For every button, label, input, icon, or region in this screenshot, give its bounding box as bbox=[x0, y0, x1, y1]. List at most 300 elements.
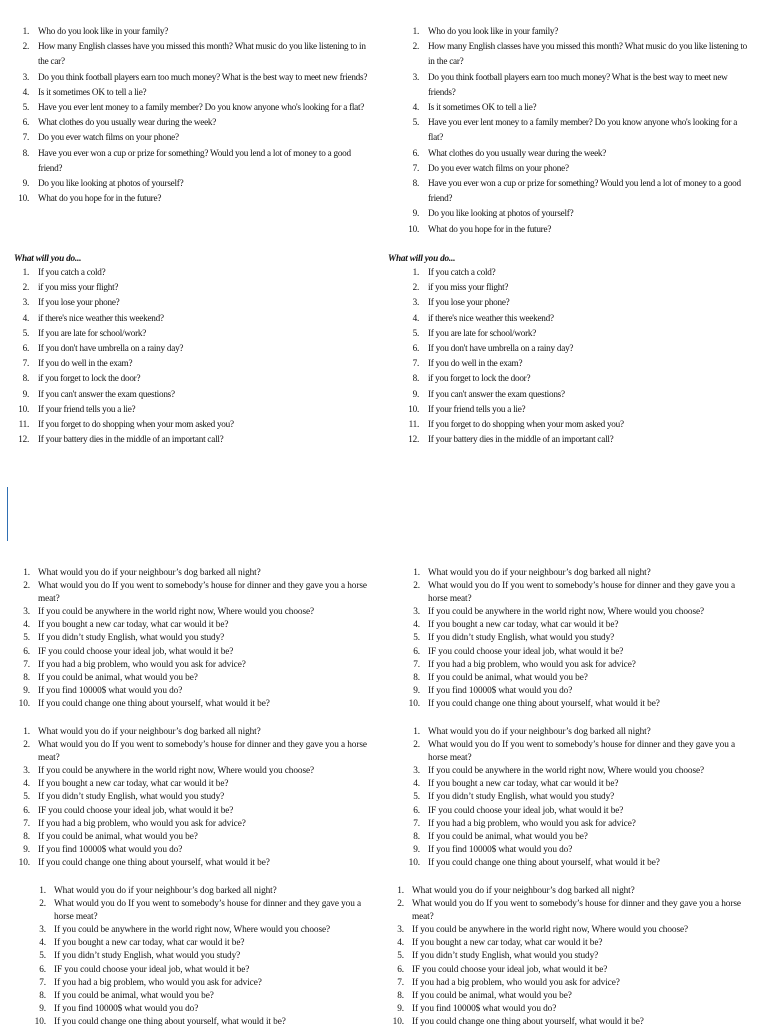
list-item bbox=[398, 146, 750, 161]
list-item-text: If you bought a new car today, what car would it be? bbox=[412, 938, 603, 949]
list-item-number: 5. bbox=[412, 117, 419, 128]
list-item bbox=[398, 659, 750, 672]
list-item-number: 10. bbox=[392, 1016, 404, 1027]
list-item bbox=[398, 432, 750, 447]
list-item bbox=[398, 567, 750, 580]
list-item bbox=[382, 1003, 752, 1016]
list-item bbox=[398, 280, 750, 295]
list-item bbox=[8, 85, 374, 100]
list-item-text: If you are late for school/work? bbox=[428, 327, 537, 338]
list-item-text: Is it sometimes OK to tell a lie? bbox=[428, 102, 537, 113]
list-item-number: 2. bbox=[412, 41, 419, 52]
list-item-number: 3. bbox=[413, 766, 420, 777]
list-item-number: 9. bbox=[22, 178, 29, 189]
list-item-number: 4. bbox=[397, 938, 404, 949]
list-item-text: Have you ever lent money to a family member? Do you know anyone who's looking for a flat? bbox=[38, 102, 365, 113]
list-item-number: 5. bbox=[413, 633, 420, 644]
list-item-text: If you didn’t study English, what would you study? bbox=[412, 951, 599, 962]
list-item-number: 1. bbox=[412, 267, 419, 277]
list-item bbox=[8, 295, 374, 310]
list-item-text: If you could be anywhere in the world right now, Where would you choose? bbox=[412, 925, 689, 936]
list-item-number: 6. bbox=[22, 343, 29, 354]
list-item-number: 8. bbox=[22, 373, 29, 384]
list-item bbox=[8, 371, 374, 386]
list-item-number: 7. bbox=[412, 162, 419, 173]
list-item-number: 2. bbox=[39, 899, 46, 910]
list-item bbox=[398, 685, 750, 698]
list-item-text: If you could be animal, what would you be? bbox=[38, 672, 198, 683]
list-item-text: If you do well in the exam? bbox=[428, 358, 523, 369]
list-item-number: 5. bbox=[22, 102, 29, 113]
list-item-text: If your friend tells you a lie? bbox=[428, 403, 526, 414]
list-item-number: 5. bbox=[39, 951, 46, 962]
list-item-text: IF you could choose your ideal job, what would it be? bbox=[38, 646, 234, 657]
list-item bbox=[8, 818, 380, 831]
list-item bbox=[8, 672, 380, 685]
list-item bbox=[8, 191, 374, 206]
question-list-c-1-left bbox=[8, 567, 380, 711]
list-item-number: 8. bbox=[23, 672, 30, 683]
list-item-number: 8. bbox=[413, 831, 420, 842]
list-item-number: 2. bbox=[22, 282, 29, 293]
list-item-text: If you could change one thing about yourself, what would it be? bbox=[54, 1016, 286, 1027]
list-item-text: What would you do if your neighbour’s dog barked all night? bbox=[412, 886, 635, 896]
list-item-number: 10. bbox=[408, 698, 420, 709]
list-item-number: 8. bbox=[39, 990, 46, 1001]
list-item-text: Who do you look like in your family? bbox=[428, 26, 559, 36]
question-list-b-right bbox=[398, 265, 750, 447]
list-item-number: 12. bbox=[408, 434, 419, 445]
list-item-text: If you are late for school/work? bbox=[38, 327, 147, 338]
list-item-number: 8. bbox=[22, 147, 29, 158]
list-item-number: 6. bbox=[23, 646, 30, 657]
list-item bbox=[382, 990, 752, 1003]
list-item-text: If you didn’t study English, what would you study? bbox=[428, 792, 615, 803]
list-item bbox=[8, 265, 374, 280]
list-item-text: If you bought a new car today, what car would it be? bbox=[38, 620, 229, 631]
list-item bbox=[8, 402, 374, 417]
list-item-text: If you had a big problem, who would you ask for advice? bbox=[428, 818, 636, 829]
list-item-text: Do you think football players earn too much money? What is the best way to meet new friends? bbox=[428, 71, 728, 97]
list-item-number: 7. bbox=[22, 132, 29, 143]
list-item-text: If you don't have umbrella on a rainy day? bbox=[38, 343, 184, 354]
list-item bbox=[8, 567, 380, 580]
list-item-text: What would you do If you went to somebody’s house for dinner and they gave you a horse meat? bbox=[428, 740, 735, 764]
list-item-number: 9. bbox=[22, 388, 29, 399]
question-list-b-left bbox=[8, 265, 374, 447]
list-item-number: 1. bbox=[413, 568, 420, 578]
list-item-number: 4. bbox=[39, 938, 46, 949]
list-item-text: If you do well in the exam? bbox=[38, 358, 133, 369]
list-item-text: If you bought a new car today, what car would it be? bbox=[428, 620, 619, 631]
list-item bbox=[382, 898, 752, 924]
list-item-number: 9. bbox=[397, 1003, 404, 1014]
list-item-text: What would you do If you went to somebody’s house for dinner and they gave you a horse meat? bbox=[38, 740, 367, 764]
list-item-number: 1. bbox=[412, 26, 419, 36]
list-item-text: if you miss your flight? bbox=[38, 282, 119, 293]
list-item-text: If your battery dies in the middle of an important call? bbox=[428, 434, 614, 445]
list-item bbox=[8, 619, 380, 632]
list-item bbox=[398, 805, 750, 818]
list-item-number: 9. bbox=[23, 844, 30, 855]
list-item-text: Do you ever watch films on your phone? bbox=[428, 162, 569, 173]
list-item-text: If you bought a new car today, what car would it be? bbox=[38, 779, 229, 790]
text-cursor bbox=[7, 487, 8, 541]
list-item bbox=[398, 100, 750, 115]
list-item-number: 3. bbox=[413, 607, 420, 618]
list-item-number: 2. bbox=[413, 581, 420, 592]
list-item bbox=[8, 646, 380, 659]
list-item-text: How many English classes have you missed this month? What music do you like listening to in the car? bbox=[38, 41, 366, 67]
list-item bbox=[8, 417, 374, 432]
list-item-text: if you miss your flight? bbox=[428, 282, 509, 293]
list-item-text: If you didn’t study English, what would you study? bbox=[38, 633, 225, 644]
list-item-number: 5. bbox=[413, 792, 420, 803]
list-item-text: If you could be animal, what would you be? bbox=[412, 990, 572, 1001]
list-item bbox=[8, 606, 380, 619]
list-item-text: If you find 10000$ what would you do? bbox=[412, 1003, 557, 1014]
list-item-number: 11. bbox=[408, 419, 419, 430]
list-item-number: 3. bbox=[22, 297, 29, 308]
list-item-text: If you don't have umbrella on a rainy day? bbox=[428, 343, 574, 354]
list-item bbox=[24, 964, 380, 977]
list-item-number: 7. bbox=[23, 659, 30, 670]
list-item-number: 6. bbox=[397, 964, 404, 975]
list-item-text: Do you ever watch films on your phone? bbox=[38, 132, 179, 143]
list-item-number: 3. bbox=[39, 925, 46, 936]
list-item-number: 7. bbox=[22, 358, 29, 369]
list-item bbox=[398, 417, 750, 432]
list-item-number: 5. bbox=[23, 633, 30, 644]
list-item bbox=[382, 950, 752, 963]
list-item-text: If you had a big problem, who would you ask for advice? bbox=[38, 659, 246, 670]
list-item bbox=[398, 70, 750, 100]
list-item-number: 1. bbox=[23, 568, 30, 578]
list-item-text: Do you like looking at photos of yourself? bbox=[38, 178, 184, 189]
list-item bbox=[398, 24, 750, 39]
list-item bbox=[8, 726, 380, 739]
list-item-text: If your battery dies in the middle of an important call? bbox=[38, 434, 224, 445]
list-item bbox=[8, 432, 374, 447]
list-item-text: If you forget to do shopping when your mom asked you? bbox=[428, 419, 624, 430]
list-item bbox=[398, 115, 750, 145]
list-item-text: Who do you look like in your family? bbox=[38, 26, 169, 36]
list-item bbox=[8, 341, 374, 356]
list-item-number: 6. bbox=[22, 117, 29, 128]
list-item-number: 6. bbox=[412, 343, 419, 354]
list-item-number: 3. bbox=[23, 766, 30, 777]
list-item bbox=[398, 857, 750, 870]
list-item bbox=[8, 580, 380, 606]
list-item bbox=[398, 176, 750, 206]
list-item-number: 9. bbox=[412, 388, 419, 399]
list-item bbox=[398, 726, 750, 739]
list-item bbox=[398, 606, 750, 619]
list-item-text: IF you could choose your ideal job, what would it be? bbox=[412, 964, 608, 975]
list-item-number: 7. bbox=[413, 818, 420, 829]
list-item bbox=[398, 402, 750, 417]
list-item bbox=[398, 39, 750, 69]
list-item bbox=[398, 311, 750, 326]
list-item-number: 2. bbox=[23, 581, 30, 592]
list-item-number: 4. bbox=[413, 620, 420, 631]
question-list-c-2-left bbox=[8, 726, 380, 870]
question-list-a-right bbox=[398, 24, 750, 237]
list-item-text: If your friend tells you a lie? bbox=[38, 403, 136, 414]
list-item-number: 7. bbox=[23, 818, 30, 829]
list-item bbox=[8, 39, 374, 69]
list-item bbox=[382, 885, 752, 898]
list-item-number: 9. bbox=[23, 685, 30, 696]
list-item-number: 10. bbox=[18, 857, 30, 868]
list-item bbox=[8, 844, 380, 857]
list-item-number: 10. bbox=[18, 403, 29, 414]
list-item-text: If you could be anywhere in the world right now, Where would you choose? bbox=[38, 766, 315, 777]
list-item-number: 8. bbox=[412, 373, 419, 384]
list-item-text: if there's nice weather this weekend? bbox=[38, 312, 164, 323]
list-item-text: If you could change one thing about yourself, what would it be? bbox=[428, 698, 660, 709]
list-item-text: What clothes do you usually wear during the week? bbox=[428, 147, 607, 158]
list-item-text: What would you do if your neighbour’s dog barked all night? bbox=[38, 727, 261, 737]
question-list-a-left bbox=[8, 24, 374, 206]
list-item bbox=[8, 311, 374, 326]
list-item bbox=[382, 977, 752, 990]
list-item-text: How many English classes have you missed this month? What music do you like listening to in the car? bbox=[428, 41, 748, 67]
list-item-text: What do you hope for in the future? bbox=[38, 193, 162, 204]
list-item-text: If you forget to do shopping when your mom asked you? bbox=[38, 419, 234, 430]
section-heading-left: What will you do... bbox=[14, 253, 82, 263]
list-item-text: If you could be animal, what would you be? bbox=[38, 831, 198, 842]
list-item-number: 10. bbox=[408, 857, 420, 868]
list-item-number: 10. bbox=[18, 193, 29, 204]
list-item bbox=[398, 356, 750, 371]
list-item-number: 10. bbox=[34, 1016, 46, 1027]
list-item-text: Have you ever lent money to a family member? Do you know anyone who's looking for a flat? bbox=[428, 117, 738, 143]
list-item-number: 3. bbox=[22, 71, 29, 82]
list-item bbox=[24, 1003, 380, 1016]
list-item-number: 4. bbox=[22, 312, 29, 323]
list-item bbox=[398, 739, 750, 765]
list-item-text: Do you like looking at photos of yourself? bbox=[428, 208, 574, 219]
list-item-text: What would you do If you went to somebody’s house for dinner and they gave you a horse meat? bbox=[38, 581, 367, 605]
list-item bbox=[398, 672, 750, 685]
list-item-text: What do you hope for in the future? bbox=[428, 223, 552, 234]
list-item-number: 1. bbox=[23, 727, 30, 737]
list-item-number: 6. bbox=[23, 805, 30, 816]
list-item-number: 9. bbox=[413, 685, 420, 696]
list-item-number: 7. bbox=[397, 977, 404, 988]
list-item-number: 9. bbox=[413, 844, 420, 855]
list-item bbox=[8, 791, 380, 804]
list-item bbox=[398, 161, 750, 176]
list-item-number: 8. bbox=[413, 672, 420, 683]
list-item-number: 6. bbox=[413, 805, 420, 816]
list-item-text: If you didn’t study English, what would you study? bbox=[54, 951, 241, 962]
list-item-number: 2. bbox=[23, 740, 30, 751]
list-item-number: 4. bbox=[412, 312, 419, 323]
list-item-number: 10. bbox=[408, 223, 419, 234]
list-item-text: IF you could choose your ideal job, what would it be? bbox=[54, 964, 250, 975]
list-item bbox=[24, 924, 380, 937]
list-item-number: 5. bbox=[397, 951, 404, 962]
list-item-number: 8. bbox=[23, 831, 30, 842]
list-item-text: If you can't answer the exam questions? bbox=[38, 388, 175, 399]
list-item bbox=[8, 115, 374, 130]
list-item bbox=[8, 765, 380, 778]
list-item bbox=[24, 990, 380, 1003]
list-item-text: If you didn’t study English, what would you study? bbox=[38, 792, 225, 803]
list-item-number: 7. bbox=[412, 358, 419, 369]
list-item-text: If you had a big problem, who would you ask for advice? bbox=[428, 659, 636, 670]
list-item-number: 1. bbox=[22, 267, 29, 277]
list-item-number: 6. bbox=[412, 147, 419, 158]
list-item-number: 9. bbox=[412, 208, 419, 219]
list-item-text: If you could change one thing about yourself, what would it be? bbox=[428, 857, 660, 868]
list-item-text: If you could be anywhere in the world right now, Where would you choose? bbox=[38, 607, 315, 618]
list-item-number: 9. bbox=[39, 1003, 46, 1014]
list-item bbox=[8, 739, 380, 765]
list-item-number: 8. bbox=[412, 178, 419, 189]
list-item bbox=[8, 176, 374, 191]
list-item-number: 5. bbox=[23, 792, 30, 803]
list-item bbox=[24, 937, 380, 950]
list-item-text: If you catch a cold? bbox=[38, 267, 106, 277]
list-item bbox=[8, 24, 374, 39]
list-item bbox=[8, 831, 380, 844]
list-item bbox=[398, 632, 750, 645]
list-item-text: If you find 10000$ what would you do? bbox=[38, 844, 183, 855]
list-item-text: IF you could choose your ideal job, what would it be? bbox=[428, 805, 624, 816]
question-list-c-3-right bbox=[382, 885, 752, 1029]
list-item-number: 11. bbox=[18, 419, 29, 430]
list-item bbox=[8, 805, 380, 818]
list-item-text: If you lose your phone? bbox=[428, 297, 510, 308]
list-item bbox=[398, 295, 750, 310]
list-item bbox=[398, 765, 750, 778]
list-item-text: Is it sometimes OK to tell a lie? bbox=[38, 86, 147, 97]
list-item-text: If you catch a cold? bbox=[428, 267, 496, 277]
list-item-text: If you had a big problem, who would you ask for advice? bbox=[54, 977, 262, 988]
list-item-text: If you bought a new car today, what car would it be? bbox=[428, 779, 619, 790]
list-item-text: If you find 10000$ what would you do? bbox=[428, 685, 573, 696]
list-item bbox=[8, 326, 374, 341]
list-item bbox=[398, 818, 750, 831]
list-item bbox=[398, 831, 750, 844]
list-item bbox=[398, 222, 750, 237]
list-item-number: 4. bbox=[23, 779, 30, 790]
list-item bbox=[8, 857, 380, 870]
list-item-text: if you forget to lock the door? bbox=[428, 373, 531, 384]
list-item-text: Do you think football players earn too much money? What is the best way to meet new friends? bbox=[38, 71, 368, 82]
list-item bbox=[8, 659, 380, 672]
list-item-text: If you can't answer the exam questions? bbox=[428, 388, 565, 399]
list-item bbox=[398, 791, 750, 804]
list-item bbox=[382, 924, 752, 937]
list-item-number: 10. bbox=[408, 403, 419, 414]
list-item-text: If you could be animal, what would you be? bbox=[428, 672, 588, 683]
list-item bbox=[8, 356, 374, 371]
list-item-text: What would you do if your neighbour’s dog barked all night? bbox=[428, 568, 651, 578]
list-item-text: if there's nice weather this weekend? bbox=[428, 312, 554, 323]
list-item-text: If you could be animal, what would you be? bbox=[428, 831, 588, 842]
list-item-number: 1. bbox=[413, 727, 420, 737]
list-item-number: 2. bbox=[397, 899, 404, 910]
list-item-number: 5. bbox=[22, 327, 29, 338]
list-item-number: 1. bbox=[39, 886, 46, 896]
list-item-text: If you could be animal, what would you be? bbox=[54, 990, 214, 1001]
list-item bbox=[8, 387, 374, 402]
list-item bbox=[24, 950, 380, 963]
list-item-text: What would you do If you went to somebody’s house for dinner and they gave you a horse meat? bbox=[54, 899, 361, 923]
list-item-text: If you could change one thing about yourself, what would it be? bbox=[412, 1016, 644, 1027]
list-item-number: 3. bbox=[23, 607, 30, 618]
list-item-text: If you had a big problem, who would you ask for advice? bbox=[38, 818, 246, 829]
list-item-number: 4. bbox=[22, 86, 29, 97]
list-item-text: Have you ever won a cup or prize for something? Would you lend a lot of money to a good friend? bbox=[38, 147, 351, 173]
list-item bbox=[24, 1016, 380, 1029]
list-item bbox=[398, 619, 750, 632]
list-item-number: 6. bbox=[413, 646, 420, 657]
list-item-number: 2. bbox=[413, 740, 420, 751]
list-item-text: What clothes do you usually wear during the week? bbox=[38, 117, 217, 128]
list-item-number: 4. bbox=[413, 779, 420, 790]
list-item bbox=[8, 632, 380, 645]
list-item-number: 4. bbox=[23, 620, 30, 631]
list-item-number: 4. bbox=[412, 102, 419, 113]
list-item-number: 2. bbox=[22, 41, 29, 52]
list-item-text: If you find 10000$ what would you do? bbox=[428, 844, 573, 855]
list-item bbox=[8, 130, 374, 145]
list-item-number: 6. bbox=[39, 964, 46, 975]
list-item bbox=[398, 844, 750, 857]
list-item bbox=[398, 371, 750, 386]
list-item-number: 5. bbox=[412, 327, 419, 338]
list-item bbox=[382, 1016, 752, 1029]
question-list-c-2-right bbox=[398, 726, 750, 870]
list-item-text: If you could be anywhere in the world right now, Where would you choose? bbox=[54, 925, 331, 936]
list-item-text: What would you do if your neighbour’s dog barked all night? bbox=[428, 727, 651, 737]
list-item-text: What would you do if your neighbour’s dog barked all night? bbox=[54, 886, 277, 896]
list-item bbox=[382, 937, 752, 950]
list-item bbox=[24, 898, 380, 924]
list-item bbox=[8, 70, 374, 85]
list-item-text: If you had a big problem, who would you ask for advice? bbox=[412, 977, 620, 988]
list-item-number: 10. bbox=[18, 698, 30, 709]
list-item bbox=[24, 885, 380, 898]
list-item-number: 3. bbox=[412, 71, 419, 82]
list-item-text: If you bought a new car today, what car would it be? bbox=[54, 938, 245, 949]
list-item bbox=[398, 265, 750, 280]
list-item-number: 2. bbox=[412, 282, 419, 293]
list-item-number: 12. bbox=[18, 434, 29, 445]
list-item-text: If you could be anywhere in the world right now, Where would you choose? bbox=[428, 607, 705, 618]
list-item-text: If you find 10000$ what would you do? bbox=[38, 685, 183, 696]
list-item bbox=[8, 778, 380, 791]
list-item-text: If you could be anywhere in the world right now, Where would you choose? bbox=[428, 766, 705, 777]
list-item bbox=[398, 206, 750, 221]
list-item-number: 8. bbox=[397, 990, 404, 1001]
list-item-text: IF you could choose your ideal job, what would it be? bbox=[38, 805, 234, 816]
list-item-text: If you could change one thing about yourself, what would it be? bbox=[38, 698, 270, 709]
section-heading-right: What will you do... bbox=[388, 253, 456, 263]
list-item-number: 7. bbox=[39, 977, 46, 988]
list-item bbox=[398, 580, 750, 606]
list-item-text: If you find 10000$ what would you do? bbox=[54, 1003, 199, 1014]
list-item-text: Have you ever won a cup or prize for something? Would you lend a lot of money to a good friend? bbox=[428, 178, 741, 204]
question-list-c-3-left bbox=[24, 885, 380, 1029]
list-item bbox=[398, 778, 750, 791]
list-item bbox=[398, 341, 750, 356]
